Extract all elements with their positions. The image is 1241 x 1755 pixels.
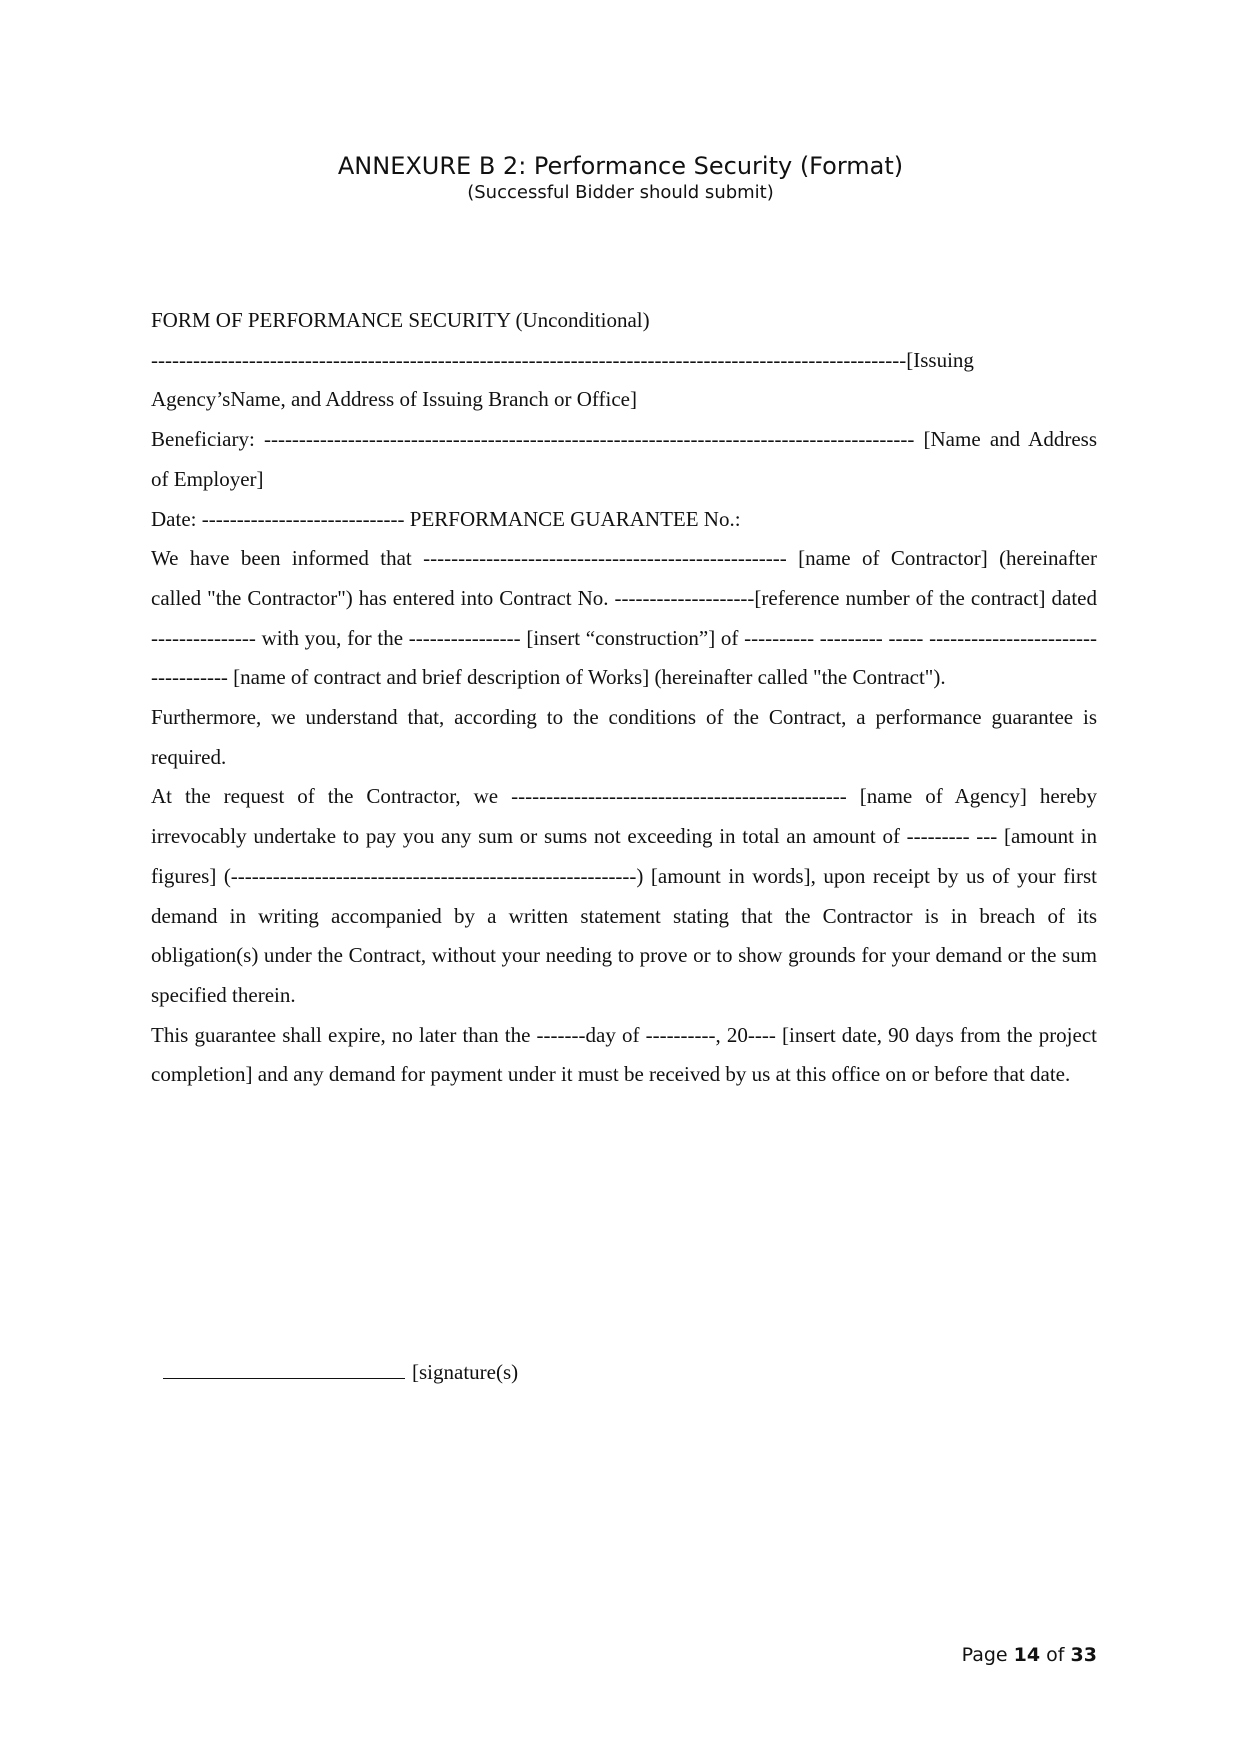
page-word: Page	[961, 1644, 1008, 1666]
contractor-paragraph: We have been informed that ---------------------------------------------------- [name of Contractor] (hereinafter called "the Contractor") has entered into Contract No. --------------------[reference number of the contract] dated --------------- with you, for the ---------------- [insert “construction”] of ---------- --------- ----- ----------------------------------- [name of contract and brief description of Works] (hereinafter called "the Contract").	[151, 546, 1097, 690]
page-title: ANNEXURE B 2: Performance Security (Format)	[337, 152, 904, 180]
form-body	[151, 301, 1097, 1095]
requirement-paragraph: Furthermore, we understand that, according to the conditions of the Contract, a performance guarantee is required.	[151, 705, 1097, 769]
page-footer	[962, 1642, 1097, 1668]
beneficiary-paragraph: Beneficiary: --------------------------------------------------------------------------------------------- [Name and Address of Employer]	[151, 427, 1097, 491]
page-number: 14	[1013, 1644, 1041, 1666]
signature-line	[163, 1358, 405, 1379]
undertaking-paragraph: At the request of the Contractor, we ------------------------------------------------ [name of Agency] hereby irrevocably undertake to pay you any sum or sums not exceeding in total an amount of --------- --- [amount in figures] (----------------------------------------------------------) [amount in words], upon receipt by us of your first demand in writing accompanied by a written statement stating that the Contractor is in breach of its obligation(s) under the Contract, without your needing to prove or to show grounds for your demand or the sum specified therein.	[151, 784, 1097, 1007]
page-subtitle: (Successful Bidder should submit)	[467, 182, 774, 203]
form-heading: FORM OF PERFORMANCE SECURITY (Unconditional)	[151, 308, 650, 332]
signature-block	[163, 1357, 518, 1387]
signature-label: [signature(s)	[412, 1360, 519, 1384]
page-total: 33	[1070, 1644, 1097, 1666]
date-guarantee-paragraph: Date: ----------------------------- PERFORMANCE GUARANTEE No.:	[151, 506, 741, 531]
expiry-paragraph: This guarantee shall expire, no later than the -------day of ----------, 20---- [insert date, 90 days from the project completion] and any demand for payment under it must be received by us at this office on or before that date.	[151, 1022, 1097, 1087]
issuing-agency-paragraph: ------------------------------------------------------------------------------------------------------------[Issuing Agency’sName, and Address of Issuing Branch or Office]	[151, 347, 974, 412]
of-word: of	[1046, 1644, 1065, 1666]
